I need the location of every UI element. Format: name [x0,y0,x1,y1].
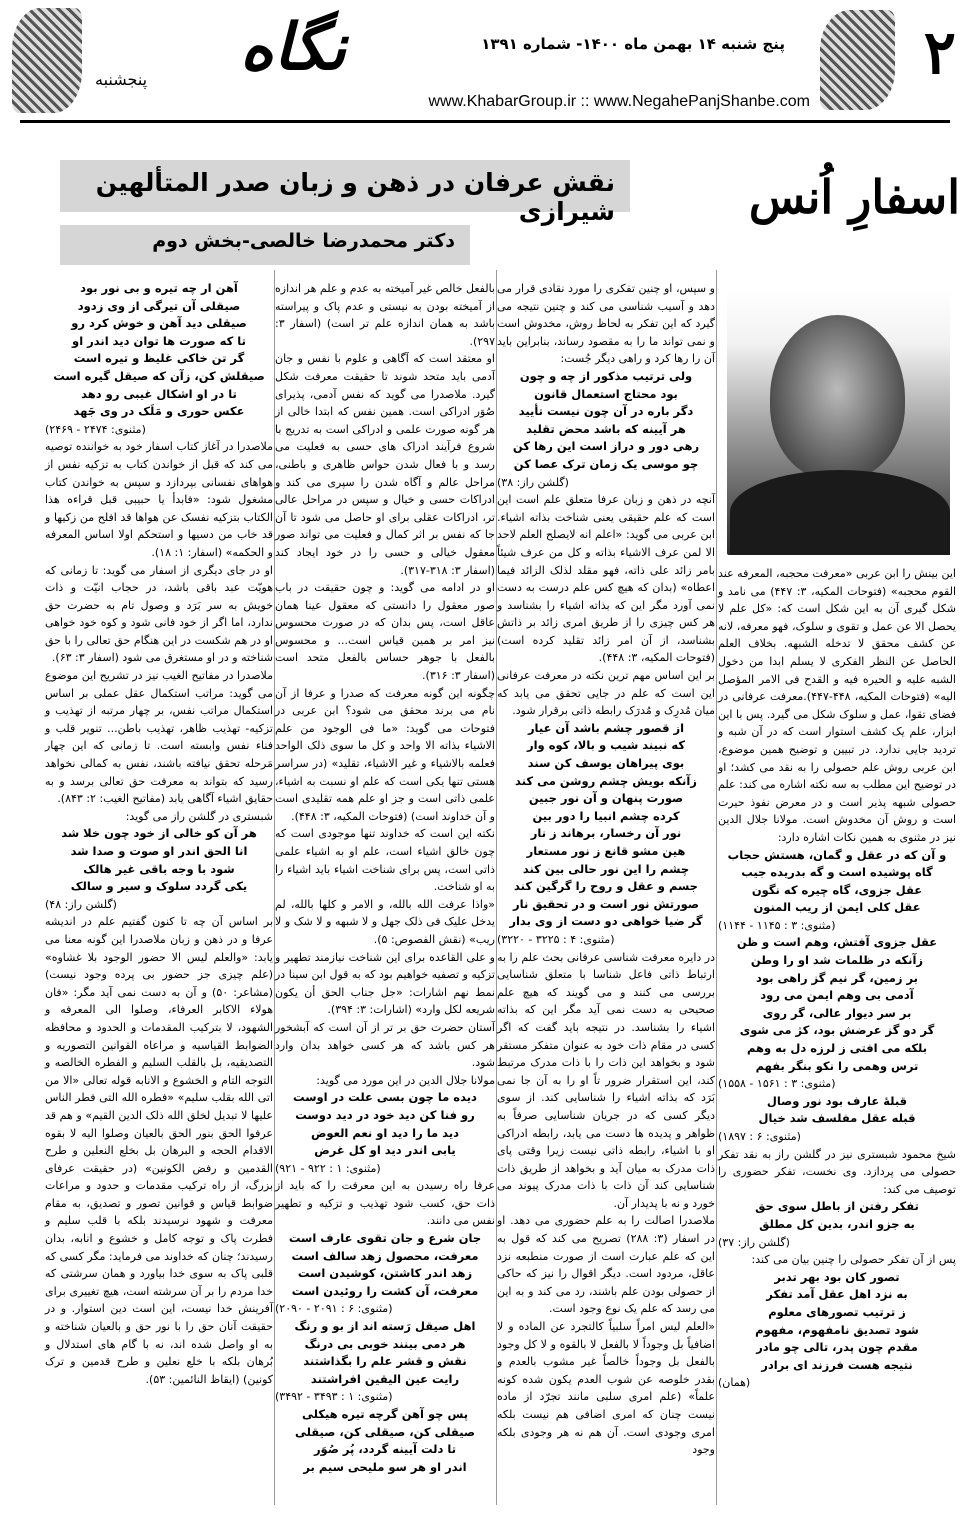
website-line[interactable]: www.KhabarGroup.ir :: www.NegahePanjShanbe.com [428,93,810,110]
poem-verse: نتیجه هست فرزند ای برادر [761,1357,913,1372]
paragraph: بالفعل خالص غیر آمیخته به عدم و علم هر اندازه از آمیخته بودن به نیستی و عدم پاک و پیراسته باشد به همان اندازه علم تر است) (اسفار ۳: ۲۹۷). [275,282,495,348]
citation: (مثنوی: ۱ : ۳۴۹۳ - ۳۴۹۲) [275,1390,393,1404]
paragraph: بر این اساس مهم ترین نکته در معرفت عرفانی این است که علم در جایی تحقق می یابد که میان مُدرِک و مُدرَک رابطه ذاتی برقرار شود. [497,669,715,718]
poem-verse: تا که صورت ها توان دید اندر او [72,333,246,348]
paragraph: این بینش را ابن عربی «معرفت محجبه، المعرفه عند القوم محجبه» (فتوحات المکیه، ۳: ۴۴۷) می نامد و شکل گیری آن به این شکل است که: «کل علم لا یحصل الا عن عمل و تقوی و سلوک، فهو معرفه، لانه عن کشف محقق لا تدخله الشبهه. بخلاف العلم الحاصل عن النظر الفکری لا یسلم ابدا من دخول الشبه علیه و الحیره فیه و القدح فی الامر المؤصل الیه» (فتوحات المکیه، ۴۴۸-۴۴۷).معرفت عرفانی در فضای تقوا، عمل و سلوک شکل می گیرد. پس با این ابزار، علم یک کشف استوار است که در آن شبه و تردید جایی ندارد. در تبیین و توضیح همین موضوع، ابن عربی روش علم حصولی را به نقد می کشد؛ او در توضیح این مطلب به سه نکته اشاره می کند: علم حصولی شبهه پذیر است و در معرض نفوذ حیرت است و روش آن مخدوش است. مولانا جلال الدین نیز در مثنوی به همین نکات اشاره دارد: [718,567,956,844]
section-title: اسفارِ اُنس [748,170,960,224]
poem-verse: شود با وجه باقی غیر هالک [83,861,235,876]
poem-verse: عقل جزوی آفتش، وهم است و ظن [736,935,938,950]
poem-verse: بود محتاج استعمال قانون [534,386,678,401]
paragraph: ملاصدرا در مفاتیح الغیب نیز در تشریح این موضوع می گوید: مراتب استکمال عقل عملی بر اساس استکمال مراتب نفس، بر چهار مرتبه از تهذیب و تزکیه- تهذیب ظاهر، تهذیب باطن... تنویر قلب و فناء نفس وابسته است. تا زمانی که این چهار مَرحله تحقق نیافته باشند، نفس به کمالی نخواهد رسید که بتواند به معرفت حق تعالی برسد و به حقایق اشیاء آگاهی یابد (مفاتیح الغیب: ۲: ۸۴۳). [45,669,273,806]
citation: (مثنوی: ۶ : ۱۸۹۷) [718,1130,801,1143]
author-byline: دکتر محمدرضا خالصی-بخش دوم [152,230,455,252]
article-column-3 [275,280,495,1476]
poem-verse: اهل صیقل رَسته اند از بو و رنگ [294,1319,476,1334]
paragraph: عرفا راه رسیدن به این معرفت را که باید از ذات حق، کسب شود تهذیب و تزکیه و تطهیر نفس می دانند. [275,1179,495,1228]
poem-verse: یکی گردد سلوک و سیر و سالک [70,879,248,894]
citation: (گلشن راز: ۳۸) [497,475,569,489]
citation: (مثنوی: ۲۴۷۴ - ۲۴۶۹) [45,422,146,436]
poem-verse: ز ترتیب تصورهای معلوم [768,1304,906,1319]
citation: (گلشن راز: ۳۷) [718,1235,790,1249]
citation: (مثنوی: ۳ : ۱۱۴۵ - ۱۱۴۴) [718,918,836,932]
page-number: ۲ [923,18,956,88]
logo-subtitle: پنجشنبه [95,70,148,89]
poem-verse: مقدم چون پدر، تالی چو مادر [756,1340,918,1355]
poem-verse: جسم و عقل و روح را گرگین کند [514,879,698,894]
masthead-rule [20,120,950,123]
poem-verse: آهن ار چه تیره و بی نور بود [80,281,238,295]
poem-verse: نقش و قشر علم را بگذاشتند [303,1354,467,1369]
poem-verse: از قصور چشم باشد آن عیار [527,720,685,735]
poem-verse: هر دمی بینند خوبی بی درنگ [304,1336,466,1351]
citation: (مثنوی: ۶ : ۲۰۹۱ - ۲۰۹۰) [275,1302,393,1316]
paragraph: شبستری در گلشن راز می گوید: [125,809,273,823]
poem-verse: گر ضیا خواهی دو دست از وی بدار [509,914,703,929]
poem-verse: کرده چشم انبیا را دور بین [532,808,680,823]
poem-verse: زهد اندر کاشتن، کوشیدن است [297,1266,473,1281]
poem-verse: انا الحق اندر او صوت و صدا شد [70,844,248,858]
poem-verse: صیقلی کن، صیقلی کن، صیقلی [294,1424,476,1439]
paragraph: او معتقد است که آگاهی و علوم با نفس و جان آدمی باید متحد شوند تا حقیقت معرفت شکل گیرد. ملاصدرا می گوید که نفس آدمی، پذیرای صُوَر ادراکی است. همین نفس که ابتدا خالی از هر گونه صورت علمی و ادراکی است به تدریج با شروع فرآیند ادراک های حسی به فعلیت می رسد و با فعال شدن حواس ظاهری و باطنی، مراحل عالم و آگاه شدن را سپری می کند و ادراکات حسی و خیال و سپس در مراحل عالی تر، ادراکات عقلی برای او حاصل می شود تا آن جا که نفس بر اثر کمال و فعلیت می تواند صور معقول خیالی و حسی را در خود ایجاد کند (اسفار ۳: ۳۱۸-۳۱۷). [275,352,495,577]
citation: (همان) [718,1376,751,1390]
poem-verse: صیقلش کن، زآن که صیقل گیره است [53,368,265,383]
poem-verse: عکس حوری و مَلَک در وی جَهد [73,404,245,419]
poem-verse: بلکه می افتی ز لرزه دل به وهم [746,1041,928,1056]
paragraph: و علی القاعده برای این شناخت نیازمند تطهیر و تزکیه و تصفیه خواهیم بود که به قول ابن سینا در نمط نهم اشارات: «جل جناب الحق أن یکون شریعه لکل وارد» (اشارات: ۳: ۳۹۴). [275,950,495,1017]
poem-verse: یابی اندر دید او کل غرض [314,1143,456,1158]
newspaper-logo: نگاه [240,10,347,85]
poem-verse: رایت عین الیقین افراشتند [310,1371,460,1386]
citation: (مثنوی: ۱ : ۹۲۲ - ۹۲۱) [275,1161,381,1175]
headline: نقش عرفان در ذهن و زبان صدر المتألهین شیرازی [95,168,615,226]
poem-verse: صورت پنهان و آن نور جبین [528,791,684,806]
poem-verse: معرفت، محصول زهد سالف است [291,1248,479,1263]
poem-verse: که نبیند شیب و بالا، کوه وار [526,738,686,753]
poem-verse: صیقلی آن تیرگی از وی زدود [77,298,241,313]
paragraph: آنچه در ذهن و زبان عرفا متعلق علم است این است که علم حقیقی یعنی شناخت بذاته اشیاء. ابن عربی می گوید: «اعلم انه لایصلح العلم لاحد الا لمن عرف الاشیاء بذاته و کل من عرف شیئاً بامر زائد علی ذاته، فهو مقلد لذلک الزائد فیما اعطاه» (بدان که هیچ کس علم درست به دست نمی آورد مگر این که بذاته اشیاء را بشناسد و هر کس چیزی را از طریق امری زائد بر ذاتش بشناسد، از آن امر زائد تقلید کرده است) (فتوحات المکیه، ۳: ۴۴۸). [497,493,715,665]
poem-verse: معرفت، آن کشت را روئیدن است [291,1283,479,1298]
poem-verse: بوی پیراهان یوسف کن سند [527,756,685,771]
paragraph: «واذا عرفت الله بالله، و الامر و کلها بالله، لم یدخل علیک فی ذلک جهل و لا شبهه و لا شک و لا ریب» (نقش الفصوص: ۵). [275,897,495,946]
paragraph: پس از آن تفکر حصولی را چنین بیان می کند: [751,1253,956,1267]
poem-verse: رهی دور و دراز است این رها کن [512,439,700,454]
poem-verse: گر تن خاکی غلیظ و تیره است [73,351,245,366]
poem-verse: به نزد اهل عقل آمد تفکر [766,1287,908,1302]
citation: (مثنوی: ۳ : ۱۵۶۱ - ۱۵۵۸) [718,1077,836,1091]
poem-verse: تا در او اشکال غیبی رو دهد [81,386,237,401]
poem-verse: آدمی بی وهم ایمن می رود [760,988,914,1003]
paragraph: بر اساس آن چه تا کنون گفتیم علم در اندیشه عرفا و در ذهن و زبان ملاصدرا این گونه معنا می یابد: «والعلم لیس الا حضور الوجود بلا غشاوه» (علم چیزی جز حضور بی پرده وجود نیست) (مشاعر: ۵۰) و آن به دست نمی آید مگر: «فان هولاء الاکابر العرفاء، وصلوا الی المعرفه و الشهود، لا بترکیب المقدمات و الحدود و محافظه الضوابط القیاسیه و مراعاه القوانین التصوریه و التصدیقیه، بل بالقلب السلیم و الفطره الخالصه و التوجه التام و الخشوع و الانابه قوله تعالی «الا من اتی الله بقلب سلیم» «فطره الله التی فطر الناس علیها لا تبدیل لخلق الله ذلک الدین القیم» و هم قد عرفوا الحق بنور الحق بالعیان وصلوا الیه لا بقوه الاقدام الحجه و البرهان بل بخلع النعلین و طرح القدمین و رفض الکونین» (در حقیقت عرفای بزرگ، از راه ترکیب مقدمات و حدود و مراعات ضوابط قیاس و قوانین تصور و تصدیق، به مقام معرفت و شهود نرسیدند بلکه با قلب سلیم و فطرت پاک و توجه کامل و خشوع و انابه، بدان رسیدند؛ چنان که خداوند می فرماید: مگر کسی که قلبی پاک به سوی خدا بیاورد و همان سرشتی که خدا مردم را بر آن سرشته است، هیچ تغییری برای آفرینش خدا نیست، این است دین استوار. و در حقیقت آنان حق را با نور حق و بالعیان شناخته و به او واصل شده اند، نه با گام های استدلال و بُرهان بلکه با خلع نعلین و طرح قدمین و ترک کونین) (ایقاظ النائمین: ۵۳). [45,915,273,1386]
poem-verse: چو موسی یک زمان ترک عصا کن [513,456,699,471]
poem-verse: جان شرع و جان تقوی عارف است [288,1231,482,1246]
poem-verse: صیقلی دید آهن و خوش کرد رو [71,316,247,331]
poem-verse: چشم را این نور حالی بین کند [522,861,690,876]
poem-verse: زآنکه بویش چشم روشن می کند [515,773,697,788]
poem-verse: گر دو گز عرضش بود، کژ می شوی [739,1023,935,1038]
author-photo-face [770,315,905,480]
phoenix-ornament [820,10,895,110]
poem-verse: شود تصدیق نامفهوم، مفهوم [755,1322,919,1337]
poem-verse: تفکر رفتن از باطل سوی حق [755,1199,919,1214]
poem-verse: بر زمین، گر نیم گز راهی بود [756,970,918,985]
paragraph: چگونه این گونه معرفت که صدرا و عرفا از آن نام می برند محقق می شود؟ ابن عربی در فتوحات می گوید: «ما فی الوجود من علم الاشیاء بذاته الا واحد و کل ما سوی ذلک الواحد فعلمه بالاشیاء و غیر الاشیاء، تقلید» (در سراسر هستی تنها یکی است که علم او نسبت به اشیاء، علمی ذاتی است و جز او علم همه تقلیدی است و آن خداوند است) (فتوحات المکیه، ۳: ۴۴۸). [275,686,495,823]
article-column-4 [45,280,273,1388]
poem-verse: صورتش نور است و در تحقیق نار [513,896,699,911]
poem-verse: قبله عقل مفلسف شد خیال [758,1111,916,1126]
poem-verse: هر آن کو خالی از خود چون خلا شد [61,826,257,841]
poem-verse: بر سر دیوار عالی، گر روی [762,1005,912,1020]
ornament-left [12,8,82,113]
poem-verse: عقل کلی ایمن از ریب المنون [753,900,921,915]
article-column-2 [497,280,715,1459]
poem-verse: دید ما را دید او نعم العوض [310,1125,460,1140]
poem-verse: به جزو اندر، بدین کل مطلق [759,1216,915,1231]
paragraph: مولانا جلال الدین در این مورد می گوید: [316,1073,495,1087]
citation: (مثنوی: ۴ : ۳۲۲۵ - ۳۲۲۰) [497,932,615,946]
paragraph: شیخ محمود شبستری نیز در گلشن راز به نقد تفکر حصولی می پردازد. وی نخست، تفکر حضوری را توصیف می کند: [718,1147,956,1196]
poem-verse: پس چو آهن گرچه تیره هیکلی [301,1407,469,1421]
poem-verse: زآنکه در ظلمات شد او را وطن [750,953,924,968]
poem-verse: قبلهٔ عارف بود نور وصال [766,1093,908,1108]
poem-verse: ولی ترتیب مذکور از چه و چون [519,368,693,383]
paragraph: و سپس، او چنین تفکری را مورد نقادی قرار می دهد و آسیب شناسی می کند و چنین نتیجه می گیرد که این تفکر به لحاظ روش، مخدوش است و نمی تواند ما را به مقصود رساند، بنابراین باید آن را رها کرد و راهی دیگر جُست: [497,282,715,366]
citation: (گلشن راز: ۴۸) [45,897,117,911]
paragraph: ملاصدرا اصالت را به علم حضوری می دهد. او در اسفار (۳: ۲۸۸) تصریح می کند که قول به این که علم عبارت است از صورت منطبعه نزد عاقل، مردود است. دیگر اقوال را نیز که حاکی از حصولی بودن علم باشند، رد می کند و به این می رسد که علم یک نوع وجود است. [497,1214,715,1316]
poem-verse: ترس وهمی را نکو بنگر بفهم [755,1058,919,1073]
paragraph: ملاصدرا در آغاز کتاب اسفار خود به خواننده توصیه می کند که قبل از خواندن کتاب به تزکیه نفس از هواهای نفسانی بپردازد و سپس به خواندن کتاب مشغول شود: «فابدأ یا حبیبی قبل قراءه هذا الکتاب بتزکیه نفسک عن هواها قد افلح من زکیها و قد خاب من دسیها و استحکم اولا اساس المعرفه و الحکمه» (اسفار: ۱: ۱۸). [45,440,273,559]
poem-verse: رو فنا کن دید خود در دید دوست [295,1107,475,1122]
poem-verse: هر آیینه که باشد محض تقلید [526,421,686,436]
poem-verse: گاه پوشیده است و گه بدریده جیب [741,865,933,880]
paragraph: او در ادامه می گوید: و چون حقیقت در باب صور معقول را دانستی که معقول عینا همان عاقل است، پس بدان که در صورت محسوس نیز امر بر همین قیاس است... و محسوس بالفعل با جوهر حساس بالفعل متحد است (اسفار ۳: ۳۱۶). [275,581,495,683]
article-column-1 [718,565,956,1392]
paragraph: در دایره معرفت شناسی عرفانی بحث علم را به ارتباط ذاتی فاعل شناسا با متعلق شناسایی بررسی می کنند و می گویند که هیچ علم صحیحی به دست نمی آید مگر این که بذاته اشیاء را بشناسد. در نتیجه باید گفت که اگر کسی در مقام ذات خود به عنوان متفکر مستقر شود و بخواهد این ذات را با ذات مدرک مرتبط کند، این استقرار ضرور تاً او را به آن جا نمی بَرَد که بذاته اشیاء را شناسایی کند. از سوی دیگر کسی که در جریان شناسایی صرفاً به ظواهر و پدیده ها دست می یابد، رابطه ادراکی او با اشیاء، رابطه ذاتی نیست زیرا وقتی پای ذات مدرک به میان آید و بخواهد از طریق ذات شناسایی کند آن ذات با ذات مدرک پیوند می خورد و نه با پدیدار آن. [497,950,715,1210]
paragraph: آستان حضرت حق بر تر از آن است که آبشخور هر کس باشد که هر کسی خواهد بدان وارد شود. [275,1020,495,1070]
poem-verse: هین مشو قانع ز نور مستعار [526,844,686,858]
author-photo-shoulders [730,470,950,555]
poem-verse: نور آن رخسار، برهاند ز نار [530,826,682,841]
paragraph: «العلم لیس امراً سلبیاً کالتجرد عن الماده و لا اضافیاً بل وجوداً لا بالفعل لا بالقوه و لا کل وجود بالفعل بل وجوداً خالصاً غیر مشوب بالعدم و بقدر خلوصه عن شوب العدم یکون شده کونه علماً» (علم امری سلبی مانند تجرّد از ماده نیست چنان که امری اضافی هم نیست بلکه امری وجودی است. آن هم نه هر وجودی بلکه وجود [497,1320,715,1457]
poem-verse: عقل جزوی، گاه چیره که نگون [751,882,923,897]
masthead [0,0,970,125]
poem-verse: اندر او هر سو ملیحی سیم بر [303,1459,467,1474]
poem-verse: و آن که در عقل و گمان، هستش حجاب [727,847,947,862]
poem-verse: تا دلت آیینه گردد، پُر صُوَر [313,1442,457,1457]
poem-verse: دگر باره در آن چون نیست تأیید [518,404,694,419]
paragraph: نکته این است که خداوند تنها موجودی است که چون خالق اشیاء است، علم او به اشیاء علمی ذاتی است، پس برای شناخت اشیاء باید اشیاء را به او شناخت. [275,827,495,894]
poem-verse: تصور کان بود بهر تدبر [774,1269,900,1284]
paragraph: او در جای دیگری از اسفار می گوید: تا زمانی که هویّت عبد باقی باشد، در حجاب انیّت و ذات خویش به سر بَرَد و وصول تام به حضرت حق ندارد، اما اگر از خود فانی شود و کوه خود خواهی او در هم شکست در این هنگام حق تعالی را با حق شناخته و در او مستغرق می شود (اسفار ۳: ۶۳). [45,563,273,665]
column-divider [716,270,717,1505]
issue-date-line: پنج شنبه ۱۴ بهمن ماه ۱۴۰۰- شماره ۱۳۹۱ [481,35,785,53]
poem-verse: دیده ما چون بسی علت در اوست [293,1090,477,1105]
